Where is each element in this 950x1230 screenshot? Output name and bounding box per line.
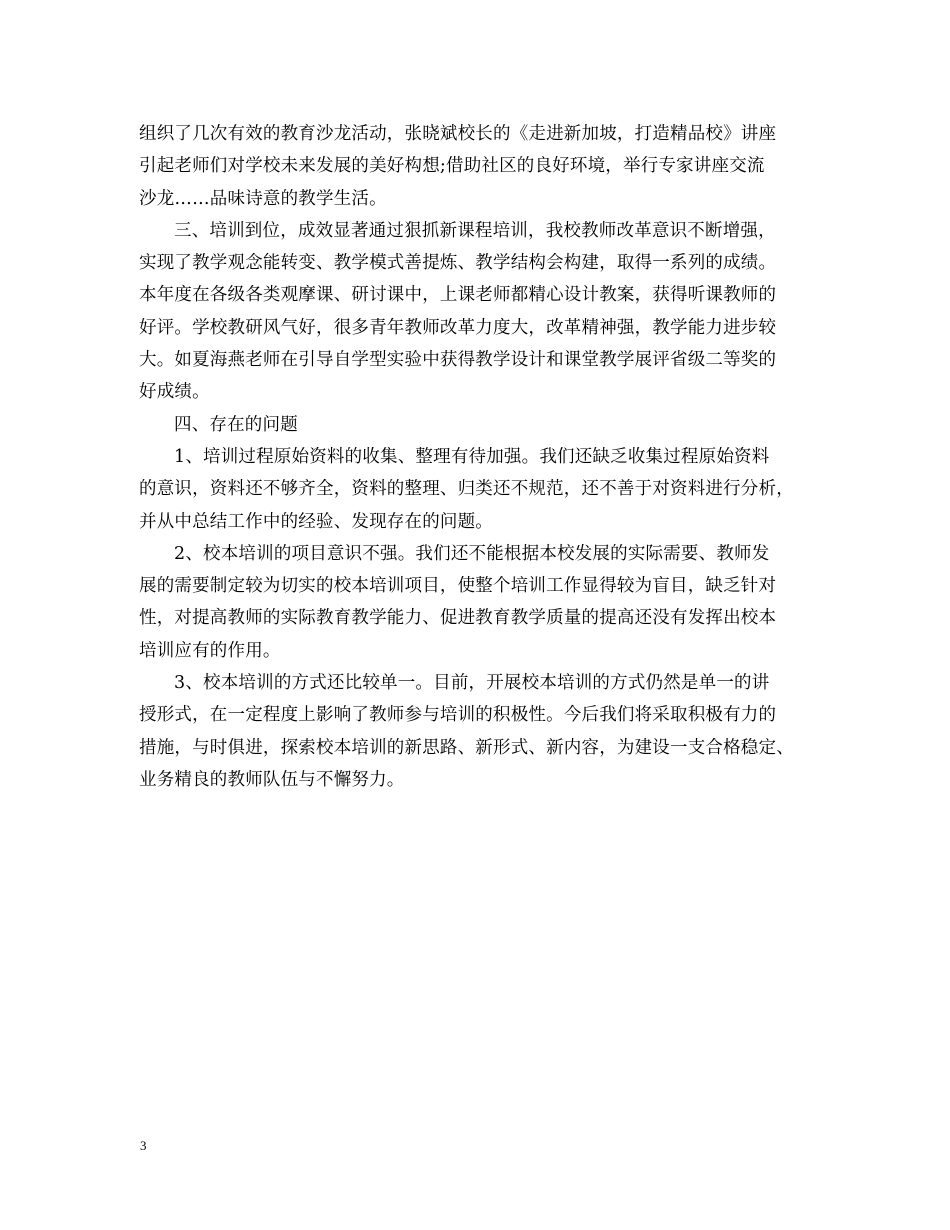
- text-line: 大。如夏海燕老师在引导自学型实验中获得教学设计和课堂教学展评省级二等奖的: [139, 350, 777, 371]
- text-line: 好评。学校教研风气好，很多青年教师改革力度大，改革精神强，教学能力进步较: [139, 317, 777, 338]
- text-line: 组织了几次有效的教育沙龙活动，张晓斌校长的《走进新加坡，打造精品校》讲座: [139, 124, 777, 144]
- text-line: 3、校本培训的方式还比较单一。目前，开展校本培训的方式仍然是单一的讲: [174, 673, 770, 694]
- document-body: [139, 118, 829, 796]
- text-line: 培训应有的作用。: [139, 640, 281, 661]
- text-line: 本年度在各级各类观摩课、研讨课中，上课老师都精心设计教案，获得听课教师的: [139, 285, 777, 306]
- text-line: 实现了教学观念能转变、教学模式善提炼、教学结构会构建，取得一系列的成绩。: [139, 253, 777, 274]
- text-line: 展的需要制定较为切实的校本培训项目，使整个培训工作显得较为盲目，缺乏针对: [139, 576, 777, 597]
- text-line: 沙龙……品味诗意的教学生活。: [139, 188, 387, 209]
- text-line: 措施，与时俱进，探索校本培训的新思路、新形式、新内容，为建设一支合格稳定、: [139, 737, 794, 758]
- text-line: 业务精良的教师队伍与不懈努力。: [139, 769, 405, 790]
- text-line: 1、培训过程原始资料的收集、整理有待加强。我们还缺乏收集过程原始资料: [174, 446, 770, 467]
- section-heading-three: 三、培训到位，成效显著通过狠抓新课程培训，我校教师改革意识不断增强，: [174, 220, 776, 241]
- text-line: 2、校本培训的项目意识不强。我们还不能根据本校发展的实际需要、教师发: [174, 543, 770, 564]
- section-heading-four: 四、存在的问题: [174, 414, 298, 435]
- text-line: 好成绩。: [139, 382, 210, 403]
- text-line: 授形式，在一定程度上影响了教师参与培训的积极性。今后我们将采取积极有力的: [139, 705, 777, 726]
- text-line: 性，对提高教师的实际教育教学能力、促进教育教学质量的提高还没有发挥出校本: [139, 608, 777, 629]
- text-line: 的意识，资料还不够齐全，资料的整理、归类还不规范，还不善于对资料进行分析，: [139, 479, 794, 500]
- text-line: 引起老师们对学校未来发展的美好构想;借助社区的良好环境，举行专家讲座交流: [139, 156, 765, 177]
- page-number: 3: [140, 1138, 147, 1153]
- text-line: 并从中总结工作中的经验、发现存在的问题。: [139, 511, 493, 532]
